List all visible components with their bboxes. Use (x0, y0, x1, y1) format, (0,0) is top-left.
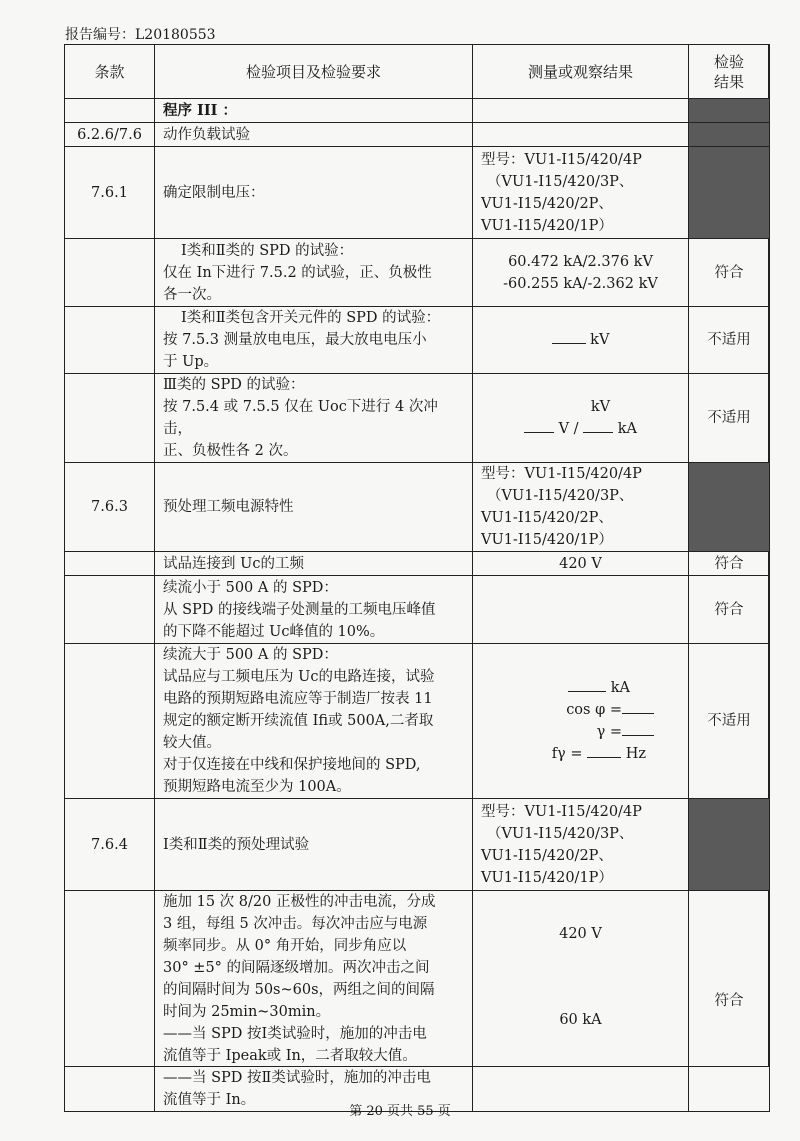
table-row (65, 374, 770, 463)
result-cell (473, 374, 689, 463)
gamma-label: γ = (596, 724, 622, 740)
item-line: 正、负极性各 2 次。 (163, 443, 298, 459)
blank-line (622, 735, 654, 736)
item-line: Ⅲ类的 SPD 的试验： (163, 377, 305, 393)
model-line: VU1-I15/420/1P） (481, 532, 613, 548)
inspection-table (64, 44, 770, 1112)
col-header-verdict (689, 45, 770, 99)
item-line: 各一次。 (163, 286, 221, 303)
item-line: 30° ±5° 的间隔逐级增加。两次冲击之间 (163, 960, 430, 976)
item-line: 3 组，每组 5 次冲击。每次冲击应与电源 (163, 916, 428, 932)
item-cell (155, 644, 473, 799)
item-line: ——当 SPD 按Ⅰ类试验时，施加的冲击电 (163, 1026, 427, 1042)
shaded-cell (689, 123, 770, 147)
verdict-cell: 不适用 (689, 644, 770, 799)
item-line: 试品应与工频电压为 Uc的电路连接，试验 (163, 669, 435, 685)
shaded-cell (689, 799, 770, 891)
clause-cell: 7.6.1 (65, 147, 155, 239)
frequency-label: fγ = (551, 746, 583, 762)
result-cell (473, 891, 689, 1112)
result-cell: 420 V (473, 552, 689, 576)
blank-line (587, 757, 621, 758)
verdict-cell: 符合 (689, 239, 770, 307)
model-cell (473, 799, 689, 891)
unit-label: V / (558, 421, 579, 437)
model-line: 型号：VU1-I15/420/4P (481, 466, 642, 482)
item-line: 按 7.5.4 或 7.5.5 仅在 Uoc下进行 4 次冲击， (163, 399, 438, 437)
table-row (65, 239, 770, 307)
item-line: 续流小于 500 A 的 SPD： (163, 579, 338, 596)
item-line: 时间为 25min~30min。 (163, 1004, 331, 1020)
item-cell (155, 307, 473, 374)
item-line: 的间隔时间为 50s~60s，两组之间的间隔 (163, 982, 435, 998)
table-row (65, 799, 770, 891)
blank-line (552, 343, 586, 344)
item-line: 电路的预期短路电流应等于制造厂按表 11 (163, 691, 433, 707)
result-line: 420 V (559, 926, 602, 942)
col-header-verdict-text: 检验 结果 (713, 52, 744, 91)
page-footer: 第 20 页共 55 页 (349, 1104, 451, 1119)
item-line: 仅在 In下进行 7.5.2 的试验，正、负极性 (163, 264, 432, 281)
table-row (65, 99, 770, 123)
result-cell (473, 239, 689, 307)
item-line: 按 7.5.3 测量放电电压，最大放电电压小 (163, 332, 427, 348)
model-line: （VU1-I15/420/3P、 (487, 825, 634, 842)
unit-label: kV (590, 332, 610, 348)
result-line: -60.255 kA/-2.362 kV (503, 275, 658, 292)
model-line: （VU1-I15/420/3P、 (487, 488, 634, 504)
item-cell (155, 374, 473, 463)
shaded-cell (689, 147, 770, 239)
table-row (65, 307, 770, 374)
item-line: 的下降不能超过 Uc峰值的 10%。 (163, 623, 385, 640)
clause-cell: 7.6.3 (65, 463, 155, 552)
model-line: 型号：VU1-I15/420/4P (481, 803, 642, 820)
table-row (65, 891, 770, 1112)
unit-label: kA (610, 680, 630, 696)
result-cell (473, 644, 689, 799)
blank-line (622, 713, 654, 714)
table-row (65, 463, 770, 552)
item-cell: 确定限制电压： (155, 147, 473, 239)
report-number: 报告编号：L20180553 (65, 27, 216, 43)
cos-phi-label: cos φ = (566, 702, 622, 718)
item-line: 流值等于 Ipeak或 In，二者取较大值。 (163, 1048, 417, 1064)
blank-line (524, 432, 554, 433)
verdict-cell: 不适用 (689, 374, 770, 463)
col-header-result: 测量或观察结果 (473, 45, 689, 99)
model-cell (473, 147, 689, 239)
clause-cell: 6.2.6/7.6 (65, 123, 155, 147)
verdict-cell: 符合 (689, 576, 770, 644)
item-cell (155, 891, 473, 1112)
item-line: 施加 15 次 8/20 正极性的冲击电流，分成 (163, 894, 436, 910)
verdict-cell: 符合 (689, 891, 770, 1112)
table-row (65, 123, 770, 147)
table-row (65, 576, 770, 644)
item-line: 对于仅连接在中线和保护接地间的 SPD, (163, 757, 421, 773)
item-line: 预期短路电流至少为 100A。 (163, 779, 351, 795)
model-line: VU1-I15/420/1P） (481, 869, 613, 886)
blank-line (568, 691, 606, 692)
table-header-row (65, 45, 770, 99)
shaded-cell (689, 463, 770, 552)
item-line: ——当 SPD 按Ⅱ类试验时，施加的冲击电 (163, 1070, 431, 1086)
model-line: 型号：VU1-I15/420/4P (481, 151, 642, 168)
clause-cell: 7.6.4 (65, 799, 155, 891)
unit-label: kV (590, 399, 611, 415)
item-line: Ⅰ类和Ⅱ类的 SPD 的试验： (181, 242, 354, 259)
result-line: 60 kA (559, 1012, 602, 1028)
item-cell: 试品连接到 Uc的工频 (155, 552, 473, 576)
item-line: 流值等于 In。 (163, 1092, 256, 1108)
item-cell (155, 239, 473, 307)
model-line: VU1-I15/420/2P、 (481, 195, 613, 212)
table-row (65, 644, 770, 799)
result-line: 60.472 kA/2.376 kV (508, 253, 653, 270)
unit-label: kA (617, 421, 638, 437)
item-cell (155, 576, 473, 644)
shaded-cell (689, 99, 770, 123)
table-row (65, 147, 770, 239)
model-cell (473, 463, 689, 552)
item-line: 从 SPD 的接线端子处测量的工频电压峰值 (163, 601, 436, 618)
table-row (65, 552, 770, 576)
verdict-cell: 符合 (689, 552, 770, 576)
model-line: VU1-I15/420/2P、 (481, 847, 613, 864)
item-line: 于 Up。 (163, 354, 219, 370)
model-line: （VU1-I15/420/3P、 (487, 173, 634, 190)
item-cell: 动作负载试验 (155, 123, 473, 147)
item-line: 续流大于 500 A 的 SPD： (163, 647, 338, 663)
col-header-item: 检验项目及检验要求 (155, 45, 473, 99)
col-header-clause: 条款 (65, 45, 155, 99)
item-line: 频率同步。从 0° 角开始，同步角应以 (163, 938, 407, 954)
unit-label: Hz (625, 746, 646, 762)
model-line: VU1-I15/420/2P、 (481, 510, 613, 526)
item-cell: 预处理工频电源特性 (155, 463, 473, 552)
verdict-cell: 不适用 (689, 307, 770, 374)
program-label: 程序 III ： (155, 99, 473, 123)
item-line: 规定的额定断开续流值 Ifi或 500A,二者取 (163, 713, 434, 729)
item-line: Ⅰ类和Ⅱ类包含开关元件的 SPD 的试验： (181, 310, 441, 326)
item-line: 较大值。 (163, 735, 221, 751)
model-line: VU1-I15/420/1P） (481, 217, 613, 234)
item-cell: Ⅰ类和Ⅱ类的预处理试验 (155, 799, 473, 891)
result-cell (473, 307, 689, 374)
blank-line (583, 432, 613, 433)
